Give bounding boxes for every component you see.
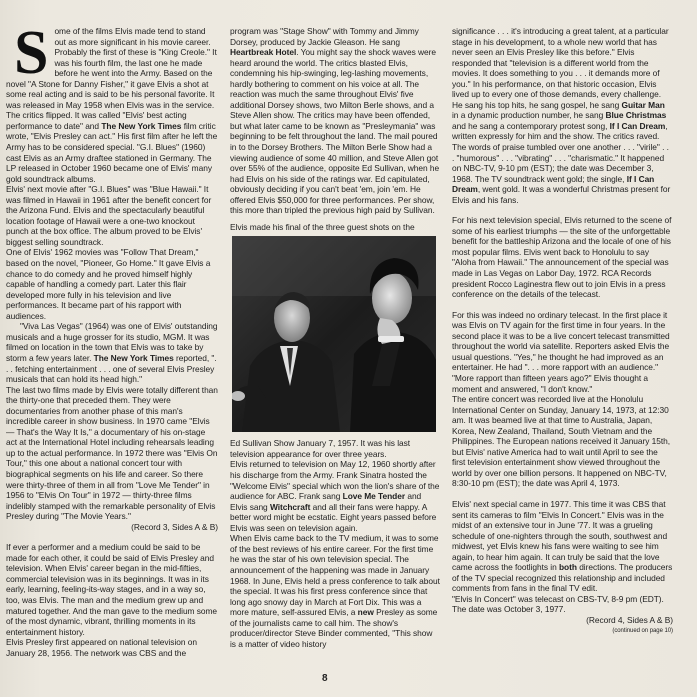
paragraph [6,321,218,384]
text-span: "Viva Las Vegas" (1964) was one of Elvis' outstanding musicals and a huge grosser for its studio, MGM. It was filmed on location in the town that Elvis was to take by storm a few years later. [6,321,218,363]
text-span: ome of the films Elvis made tend to stand out as more significant in his movie career. Probably the first of these is "King Creole." It was his fourth film, the last one he made before he went into the Army. Based on the novel "A Stone for Danny Fisher," it gave Elvis a shot at some real acting and is said to be his personal favorite. It was released in May 1958 when Elvis was in the service. The critics flipped. It was called "Elvis' best acting performance to date" and [6,26,217,131]
text-span: Elvis returned to television on May 12, 1960 shortly after his discharge from the Army. Frank Sinatra hosted the "Welcome Elvis" special which won the lion's share of the audience for ABC. Frank sang [230,459,440,502]
paragraph [6,19,218,184]
paragraph [230,459,440,533]
text-span: significance . . . it's introducing a great talent, at a particular stage in his development, to a whole new world that has never seen an Elvis Presley like this before." Elvis responded that "television is a different world from the movies. It does something to you . . . it demands more of you." In his performance, on that historic occasion, Elvis lived up to every one of those demands, every challenge. He sang his top hits, he sang gospel, he sang [452,26,669,110]
paragraph: Elvis Presley first appeared on national television on January 28, 1956. The network was CBS and the [6,637,197,658]
paragraph: For his next television special, Elvis returned to the scene of some of his earliest triumphs — the site of the unforgettable benefit for the battleship Arizona and the locale of one of his most popular films. Elvis went back to Honolulu to say "Aloha from Hawaii." The announcement of the special was made in Las Vegas on Labor Day, 1972. RCA Records president Rocco Laginestra flew out to join Elvis in a press conference on the details of the telecast. [452,215,672,300]
record-reference: (Record 3, Sides A & B) [131,521,218,532]
paragraph: Elvis made his final of the three guest shots on the [230,221,415,232]
bold-text: Guitar Man [621,99,665,110]
text-span: and he sang a contemporary protest song, [452,120,608,131]
text-span: program was "Stage Show" with Tommy and Jimmy Dorsey, produced by Jackie Gleason. He sang [230,26,419,47]
bold-text: If I Can Dream [609,120,666,131]
bold-text: Witchcraft [269,501,311,512]
bold-text: Love Me Tender [342,491,406,502]
text-span: reported, ". . . fetching entertainment . . . one of several Elvis Presley musicals that can hold its head high." [6,352,217,385]
paragraph: For this was indeed no ordinary telecast. In the first place it was Elvis on TV again for the first time in four years. In the second place it was to be a live concert telecast transmitted throughout the world via satellite. Reporters asked Elvis the usual questions. "Yes," he thought he had improved as an entertainer. He had ". . . more rapport with an audience." "More rapport than fifteen years ago?" Elvis thought a moment and answered, "I don't know." [452,309,670,394]
text-span: film critic wrote, "Elvis Presley can act." His first film after he left the Army has to be considered special. "G.I. Blues" (1960) cast Elvis as an Army draftee stationed in Germany. The LP released in October 1960 became one of Elvis' many gold soundtrack albums. [6,120,218,184]
text-span: Presley as some of the journalists came to call him. The show's producer/director Steve Binder commented, "This show is a matter of video history [230,607,438,649]
paragraph [230,533,440,649]
paragraph [452,499,673,594]
text-span: directions. The producers of the TV special recognized this relationship and included comments from fans in the final TV edit. [452,562,673,594]
continued-note: (continued on page 10) [612,627,673,634]
text-span: Elvis' next special came in 1977. This time it was CBS that sent its cameras to film "Elvis In Concert." Elvis was in the midst of an extensive tour in June '77. It was a grueling schedule of one-nighters through the south, southwest and midwest, yet Elvis knew his fans were waiting to see him again, to hear him again. It can truly be said that the love came across the footlights in [452,498,668,573]
paragraph: If ever a performer and a medium could be said to be made for each other, it could be said of Elvis Presley and television. When Elvis' career began in the mid-fifties, commercial television was in its beginnings. It was in its early, learning, feeling-its-way stages, and in a way so, too, was Elvis. The man and the medium grew up and matured together. And the man gave to the medium some of the most dynamic, vibrant, thrilling moments in its entertainment history. [6,542,218,637]
spacer [452,300,673,310]
record-reference: (Record 4, Sides A & B) [586,614,673,625]
paragraph: Elvis' next movie after "G.I. Blues" was "Blue Hawaii." It was filmed in Hawaii in 1961 after the benefit concert for the Arizona Fund. Elvis and the spectacularly beautiful location footage of Hawaii were a one-two knockout punch at the box office. The album proved to be Elvis' biggest selling soundtrack. [6,184,212,247]
column-1 [6,19,218,658]
bold-text: both [558,562,577,573]
spacer [452,489,673,499]
bold-text: Heartbreak Hotel [230,47,297,58]
bold-text: The New York Times [93,352,174,363]
elvis-sullivan-photo [232,236,436,432]
text-span: . You might say the shock waves were heard around the world. The critics blasted Elvis, condemning his hip-swinging, leg-lashing movements, hardly bothering to comment on his voice at all. The reaction was much the same throughout Elvis' five additional Dorsey shows, two Milton Berle shows, and a Steve Allen show. The critics may have been offended, but what later came to be known as "Presleymania" was beginning to be felt throughout the land. The mail poured in to the Dorsey Brothers. The Milton Berle Show had a viewing audience of some 40 million, and Steve Allen got over 55% of the audience, opposite Ed Sullivan, when he had Elvis on his side of the ratings war. Ed capitulated, obviously deciding if you can't beat 'em, join 'em. He offered Elvis $50,000 for three performances. Per show, this more than tripled the previous high paid by Sullivan. [230,47,440,216]
paragraph: The entire concert was recorded live at the Honolulu International Center on Sunday, January 14, 1973, at 12:30 am. It was beamed live at that time to Australia, Japan, Korea, New Zealand, Thailand, South Vietnam and the Philippines. The European nations received it January 15th, but Elvis' native America had to wait until April to see the first television entertainment show viewed throughout the world by over one billion persons. It happened on NBC-TV, 8:30-10 pm (EST); the date was April 4, 1973. [452,394,671,489]
paragraph [452,26,673,205]
paragraph [230,26,440,216]
bold-text: The New York Times [101,120,182,131]
bold-text: If I Can Dream [452,173,655,195]
text-span: When Elvis came back to the TV medium, it was to some of the best reviews of his entire career. For the first time he was the star of his own television special. The announcement of the happening was made in January 1968. In June, Elvis held a press conference to talk about the special. It was his first press conference since that long ago snowy day in March at Fort Dix. This was a more mature, self-assured Elvis, a [230,533,440,618]
paragraph: One of Elvis' 1962 movies was "Follow That Dream," based on the novel, "Pioneer, Go Home." It gave Elvis a chance to do comedy and he proved himself highly capable of handling a comedy part. Later this flair developed more fully in his television and live performances. It became part of his rapport with audiences. [6,247,211,321]
bold-text: new [357,607,374,618]
spacer [452,205,673,215]
bold-text: Blue Christmas [605,110,667,121]
photo-illustration [232,236,436,432]
photo-caption: Ed Sullivan Show January 7, 1957. It was his last television appearance for over three years. [230,438,411,459]
page-number: 8 [322,673,328,684]
text-span: , went gold. It was a wonderful Christmas present for Elvis and his fans. [452,184,671,205]
column-3 [452,26,673,636]
column-2 [230,26,440,649]
paragraph: The last two films made by Elvis were totally different than the thirty-one that preceded them. They were documentaries from another phase of this man's incredible career in show business. In 1970 came "Elvis — That's the Way It Is," a documentary of his on-stage act at the International Hotel including rehearsals leading up to the actual performance. In 1972 there was "Elvis On Tour," this one about a national concert tour with biographical segments on his life and career. So there were thirty-three of them in all from "Love Me Tender" in 1956 to "Elvis On Tour" in 1972 — thirty-three films indelibly stamped with the remarkable personality of Elvis Presley during "The Movie Years." [6,384,218,522]
text-span: and all their fans were happy. A better word might be ecstatic. Eight years passed before Elvis was seen on television again. [230,501,437,533]
drop-cap: S [14,19,49,87]
text-span: , written expressly for him and the show. The critics raved. The words of praise tumbled over one another . . . "virile" . . . "humorous" . . . "vibrating" . . . "charismatic." It happened on NBC-TV, 9-10 pm (EST); the date was December 3, 1968. The TV soundtrack went gold; the single, [452,120,669,184]
text-span: in a dynamic production number, he sang [452,110,604,121]
text-span: and Elvis sang [230,491,422,512]
paragraph: "Elvis In Concert" was telecast on CBS-TV, 8-9 pm (EDT). The date was October 3, 1977. [452,593,664,615]
spacer [6,532,218,542]
